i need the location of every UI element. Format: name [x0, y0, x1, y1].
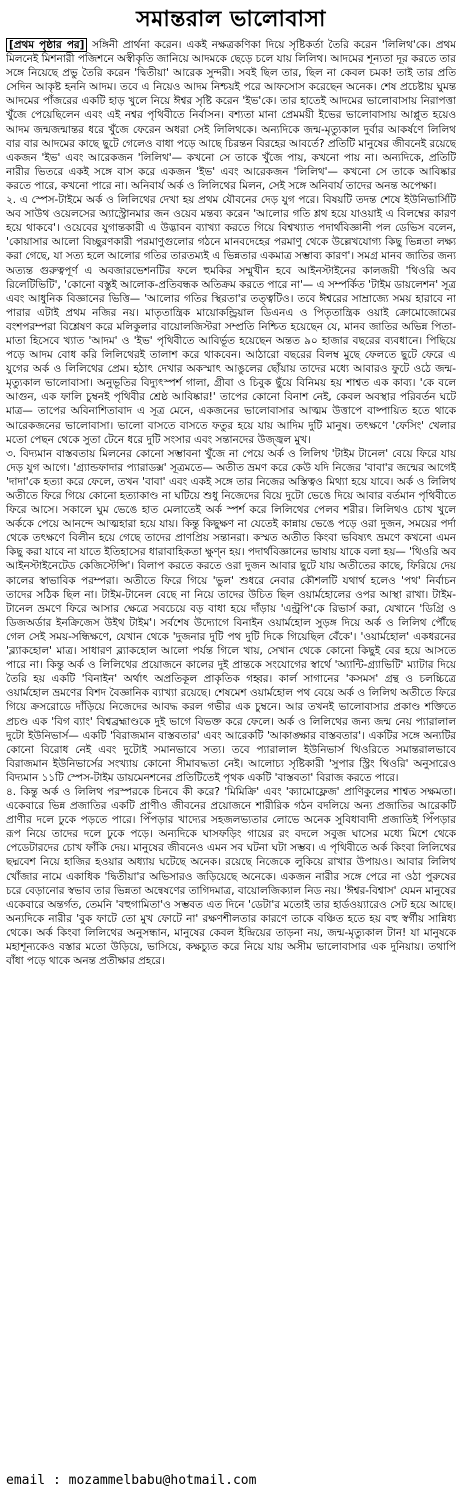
author-email-line: [6, 1472, 456, 1490]
article-paragraph-3: ৩. বিদ্যমান বাস্তবতায় মিলনের কোনো সম্ভাবনা খুঁজে না পেয়ে অর্ক ও লিলিথ 'টাইম টানেল' বেয়ে ফিরে যায় দেড় যুগ আগে। 'গ্র্যান্ডফাদার প্যারাডক্স' সূত্রমতে— অতীত ভ্রমণ করে কেউ যদি নিজের 'বাবা'র জন্মের আগেই 'দাদা'কে হত্যা করে ফেলে, তখন 'বাবা' এবং একই সঙ্গে তার নিজের অস্তিত্বও মিথ্যা হয়ে যাবে। অর্ক ও লিলিথ অতীতে ফিরে গিয়ে কোনো হত্যাকাণ্ড না ঘটিয়ে শুধু নিজেদের বিয়ে দুটো ভেঙে দিয়ে আবার বর্তমান পৃথিবীতে ফিরে আসে। সকালে ঘুম ভেঙে হাত মেলাতেই অর্ক স্পর্শ করে লিলিথের পেলব শরীর। লিলিথও চোখ খুলে অর্ককে পেয়ে আনন্দে আত্মহারা হয়ে যায়। কিন্তু কিছুক্ষণ না যেতেই কান্নায় ভেঙে পড়ে ওরা দুজন, সময়ের পর্দা থেকে তৎক্ষণে বিলীন হয়ে গেছে তাদের প্রাণপ্রিয় সন্তানরা। কস্মত অতীত কিংবা ভবিষ্যৎ ভ্রমণে কখনো এমন কিছু করা যাবে না যাতে ইতিহাসের ধারাবাহিকতা ক্ষুণ্ন হয়। পদার্থবিজ্ঞানের ভাষায় যাকে বলা হয়— 'থিওরি অব আইনস্টাইনেটেড কেজিস্টেন্সি'। বিলাপ করতে করতে ওরা দুজন আবার ছুটে যায় অতীতের কাছে, ফিরিয়ে দেয় কালের স্বাভাবিক পরম্পরা। অতীতে ফিরে গিয়ে 'ভুল' শুধরে নেবার কৌশলটি যথার্থ হলেও 'পথ' নির্বাচন তাদের সঠিক ছিল না। টাইম-টানেল বেছে না নিয়ে তাদের উচিত ছিল ওয়ার্মহোলের ওপর আস্থা রাখা। টাইম-টানেল ভ্রমণে ফিরে আসার ক্ষেত্রে সবচেয়ে বড় বাধা হয়ে দাঁড়ায় 'এন্ট্রপি'কে রিভার্স করা, যেখানে 'ডিগ্রি ও ডিজঅর্ডার ইনক্রিজেস উইথ টাইম'। সর্বশেষ উদ্যোগে বিনাইন ওয়ার্মহোল সুড়ঙ্গ দিয়ে অর্ক ও লিলিথ পৌঁছে গেল সেই সময়-সন্ধিক্ষণে, যেখান থেকে 'দুজনার দুটি পথ দুটি দিকে গিয়েছিল বেঁকে'। 'ওয়ার্মহোল' একধরনের 'ব্ল্যাকহোল' মাত্র। সাধারণ ব্ল্যাকহোল আলো পর্যন্ত গিলে খায়, সেখান থেকে কোনো কিছুই বের হয়ে আসতে পারে না। কিন্তু অর্ক ও লিলিথের প্রয়োজনে কালের দুই প্রান্তকে সংযোগের স্বার্থে 'অ্যান্টি-গ্র্যাভিটি' ম্যাটার দিয়ে তৈরি হয় একটি 'বিনাইন' অর্থাৎ অপ্রতিকূল প্রাকৃতিক গহ্বর। কার্ল সাগানের 'কসমস' গ্রন্থ ও চলচ্চিত্রে ওয়ার্মহোল ভ্রমণের বিশদ বৈজ্ঞানিক ব্যাখ্যা রয়েছে। শেষমেশ ওয়ার্মহোল পথ বেয়ে অর্ক ও লিলিথ অতীতে ফিরে গিয়ে ক্রসরোডে দাঁড়িয়ে নিজেদের আবদ্ধ করল গভীর এক চুম্বনে। আর তখনই ভালোবাসার প্রকাণ্ড শক্তিতে প্রচণ্ড এক 'বিগ ব্যাং' বিশ্বব্রহ্মাণ্ডকে দুই ভাগে বিভক্ত করে ফেলে। অর্ক ও লিলিথের জন্য জন্ম নেয় প্যারালাল দুটো ইউনিভার্স— একটি 'বিরাজমান বাস্তবতার' এবং আরেকটি 'আকাঙ্ক্ষার বাস্তবতার'। একটির সঙ্গে অন্যটির কোনো বিরোধ নেই এবং দুটোই সমানভাবে সত্য। তবে প্যারালাল ইউনিভার্স থিওরিতে সমান্তরালভাবে বিরাজমান ইউনিভার্সের সংখ্যায় কোনো সীমাবদ্ধতা নেই। আলোচ্য সৃষ্টিকারী 'সুপার স্ট্রিং থিওরি' অনুসারেও বিদ্যমান ১১টি স্পেস-টাইম ডায়মেনশনের প্রতিটিতেই পৃথক একটি 'বাস্তবতা' বিরাজ করতে পারে।: [6, 447, 456, 784]
article-title: সমান্তরাল ভালোবাসা: [136, 7, 326, 32]
article-paragraph-1: [6, 38, 456, 193]
author-email: mozammelbabu@hotmail.com: [68, 1473, 257, 1488]
email-label: email :: [6, 1473, 61, 1488]
continued-from-marker: [প্রথম পৃষ্ঠার পর]: [6, 38, 87, 52]
article-paragraph-4: ৪. কিন্তু অর্ক ও লিলিথ পরস্পরকে চিনবে কী করে? 'মিমিক্রি' এবং 'ক্যামোফ্লেজ' প্রাণিকুলের শাশ্বত সক্ষমতা। একেবারে ভিন্ন প্রজাতির একটি প্রাণীও জীবনের প্রয়োজনে শারীরিক গঠন বদলিয়ে অন্য প্রজাতির আরেকটি প্রাণীর দলে ঢুকে পড়তে পারে। পিঁপড়ার খাদ্যের সহজলভ্যতার লোভে অনেক সুবিধাবাদী প্রজাতিই পিঁপড়ার রূপ নিয়ে তাদের দলে ঢুকে পড়ে। অন্যদিকে ঘাসফড়িং গায়ের রং বদলে সবুজ ঘাসের মধ্যে মিশে থেকে পেডেটারদের চোখ ফাঁকি দেয়। মানুষের জীবনেও এমন সব ঘটনা ঘটা সম্ভব। এ পৃথিবীতে অর্ক কিংবা লিলিথের ছদ্মবেশ নিয়ে হাজির হওয়ার অধ্যায় ঘটেছে অনেক। রয়েছে নিজেকে লুকিয়ে রাখার উপায়ও। আবার লিলিথ খোঁজার নামে একাধিক 'দ্বিতীয়া'র অভিসারও জড়িয়েছে অনেকে। একজন নারীর সঙ্গে পেরে না ওঠা পুরুষের চরে বেড়ানোর স্বভাব তার ভিন্নতা অন্বেষণের তাগিদমাত্র, বায়োলজিক্যাল নিড নয়। 'ঈশ্বর-বিশ্বাস' যেমন মানুষের একেবারে অন্তর্গত, তেমনি 'বহুগামিতা'ও সম্ভবত এত দিনে 'ডেটা'র মতোই তার হার্ডওয়্যারেও সেট হয়ে আছে। অন্যদিকে নারীর 'বুক ফাটে তো মুখ ফোটে না' রক্ষণশীলতার কারণে তাকে বঞ্চিত হতে হয় বহু স্বর্গীয় সান্নিধ্য থেকে। অর্ক কিংবা লিলিথের অনুসন্ধান, মানুষের কেবল ইন্দ্রিয়ের তাড়না নয়, জন্ম-মৃত্যুকাল টান! যা মানুষকে মহাশূন্যকেও বস্তার মতো উড়িয়ে, ভাসিয়ে, কক্ষচ্যুত করে নিয়ে যায় অসীম ভালোবাসার এক দুনিয়ায়। তথাপি বাঁধা পড়ে থাকে অনন্ত প্রতীক্ষার প্রহরে।: [6, 785, 456, 968]
article-body: [6, 38, 456, 1470]
paragraph-text: সঙ্গিনী প্রার্থনা করেন। একই নক্ষত্রকণিকা দিয়ে সৃষ্টিকর্তা তৈরি করেন 'লিলিথ'কে। প্রথম মিলনেই মিশনারী পজিশনে অস্বীকৃতি জানিয়ে আদমকে ছেড়ে চলে যায় লিলিথ। আদমের শূন্যতা দূর করতে তার সঙ্গে নিয়েছে প্রভু তৈরি করেন 'দ্বিতীয়া' আরেক সুন্দরী। সবই ছিল তার, ছিল না কেবল চমক! তাই তার প্রতি সেদিন আকৃষ্ট হননি আদম। তবে এ নিয়েও আদম নিশ্চয়ই পরে আফসোস করেছেন অনেক। শেষ প্রচেষ্টায় ঘুমন্ত আদমের পাঁজরের একটি হাড় খুলে নিয়ে ঈশ্বর সৃষ্টি করেন 'ইভ'কে। তার হাতেই আদমের ভালোবাসায় নিরাপত্তা খুঁজে পেয়েছিলেন এবং এই নশ্বর পৃথিবীতে নির্বাসন। বশ্যতা মানা প্রেমময়ী ইভের ভালোবাসায় আপ্লুত হয়েও আদম জন্মজন্মান্তর ধরে খুঁজে ফেরেন অধরা সেই লিলিথকে। অন্যদিকে জন্ম-মৃত্যুকাল দুর্বার আকর্ষণে লিলিথ বার বার আদমের কাছে ছুটে গেলেও বাধা পড়ে আছে চিরন্তন বিরহের আবর্তে? প্রতিটি মানুষের জীবনেই রয়েছে একজন 'ইভ' এবং আরেকজন 'লিলিথ'— কখনো সে তাকে খুঁজে পায়, কখনো পায় না। অন্যদিকে, প্রতিটি নারীর ভিতরে একই সঙ্গে বাস করে একজন 'ইভ' এবং আরেকজন 'লিলিথ'— কখনো সে তাকে আবিষ্কার করতে পারে, কখনো পারে না। অনিবার্য অর্ক ও লিলিথের মিলন, সেই সঙ্গে অনিবার্য তাদের অনন্ত অপেক্ষা।: [6, 39, 456, 192]
article-paragraph-2: ২. এ স্পেস-টাইমে অর্ক ও লিলিথের দেখা হয় প্রথম যৌবনের দেড় যুগ পরে। বিষয়টি তদন্ত শেষে ইউনিভার্সিটি অব সাউথ ওয়েলসের অ্যাস্ট্রোনমার জন ওয়েব মন্তব্য করেন 'আলোর গতি শ্লথ হয়ে যাওয়াই এ বিলম্বের কারণ হয়ে থাকবে'। ওয়েবের যুগান্তকারী এ উদ্ভাবন ব্যাখ্যা করতে গিয়ে বিশ্বখ্যাত পদার্থবিজ্ঞানী পল ডেভিস বলেন, 'কোয়াসার আলো বিচ্ছুরণকারী পরমাণুগুলোর গঠনে মানবদেহের পরমাণু থেকে উল্লেখযোগ্য কিছু ভিন্নতা লক্ষ্য করা গেছে, যা সত্য হলে আলোর গতির তারতম্যই এ ভিন্নতার একমাত্র সম্ভাব্য কারণ'। সমগ্র মানব জাতির জন্য অত্যন্ত গুরুত্বপূর্ণ এ অবজারভেশনটির ফলে হুমকির সম্মুখীন হবে আইনস্টাইনের কালজয়ী 'থিওরি অব রিলেটিভিটি', 'কোনো বস্তুই আলোক-প্রতিবন্ধক অতিক্রম করতে পারে না'— এ সম্পর্কিত 'টাইম ডায়লেশন' সূত্র এবং আধুনিক বিজ্ঞানের ভিত্তি— 'আলোর গতির স্থিরতা'র তত্ত্বটিও। তবে ঈশ্বরের সাম্রাজ্যে সময় হারাবে না পারার এটাই প্রথম নজির নয়। মাতৃতান্ত্রিক মায়োকন্ড্রিয়াল ডিএনএ ও পিতৃতান্ত্রিক ওয়াই ক্রোমোজোমের বংশপরম্পরা বিশ্লেষণ করে মলিকুলার বায়োলজিস্টরা সম্প্রতি নিশ্চিত হয়েছেন যে, মানব জাতির অভিন্ন পিতা-মাতা হিসেবে খ্যাত 'আদম' ও 'ইভ' পৃথিবীতে আবির্ভূত হয়েছেন অন্তত ৯০ হাজার বছরের ব্যবধানে। পিছিয়ে পড়ে আদম বোধ করি লিলিথেরই তালাশ করে থাকবেন। আঠারো বছরের বিলম্ব মুছে ফেলতে ছুটে ফেরে এ যুগের অর্ক ও লিলিথের প্রেম। হঠাৎ দেখার অকস্মাৎ আঙুলের ছোঁয়ায় তাদের মধ্যে আবারও ফুটে ওঠে জন্ম-মৃত্যুকাল ভালোবাসা। অনুভূতির বিদ্যুৎস্পর্শ গালা, গ্রীবা ও চিবুক ছুঁয়ে বিনিময় হয় শাশ্বত এক কাব্য। 'কে বলে আগুন, এক ফালি চুম্বনই পৃথিবীর শ্রেষ্ঠ আবিষ্কার!' তাপের কোনো বিনাশ নেই, কেবল অবস্থার পরিবর্তন ঘটে মাত্র— তাপের অবিনাশিতাবাদ এ সূত্র মেনে, একজনের ভালোবাসার আত্মম উত্তাপে বাষ্পায়িত হতে থাকে আরেকজনের ভালোবাসা। ভালো বাসতে বাসতে ফতুর হয়ে যায় আদিম দুটি মানুষ। তৎক্ষণে 'ফেসিং' খেলার মতো পেছন থেকে সুতা টেনে ধরে দুটি সংসার এবং সন্তানদের উজ্জ্বল মুখ।: [6, 194, 456, 446]
